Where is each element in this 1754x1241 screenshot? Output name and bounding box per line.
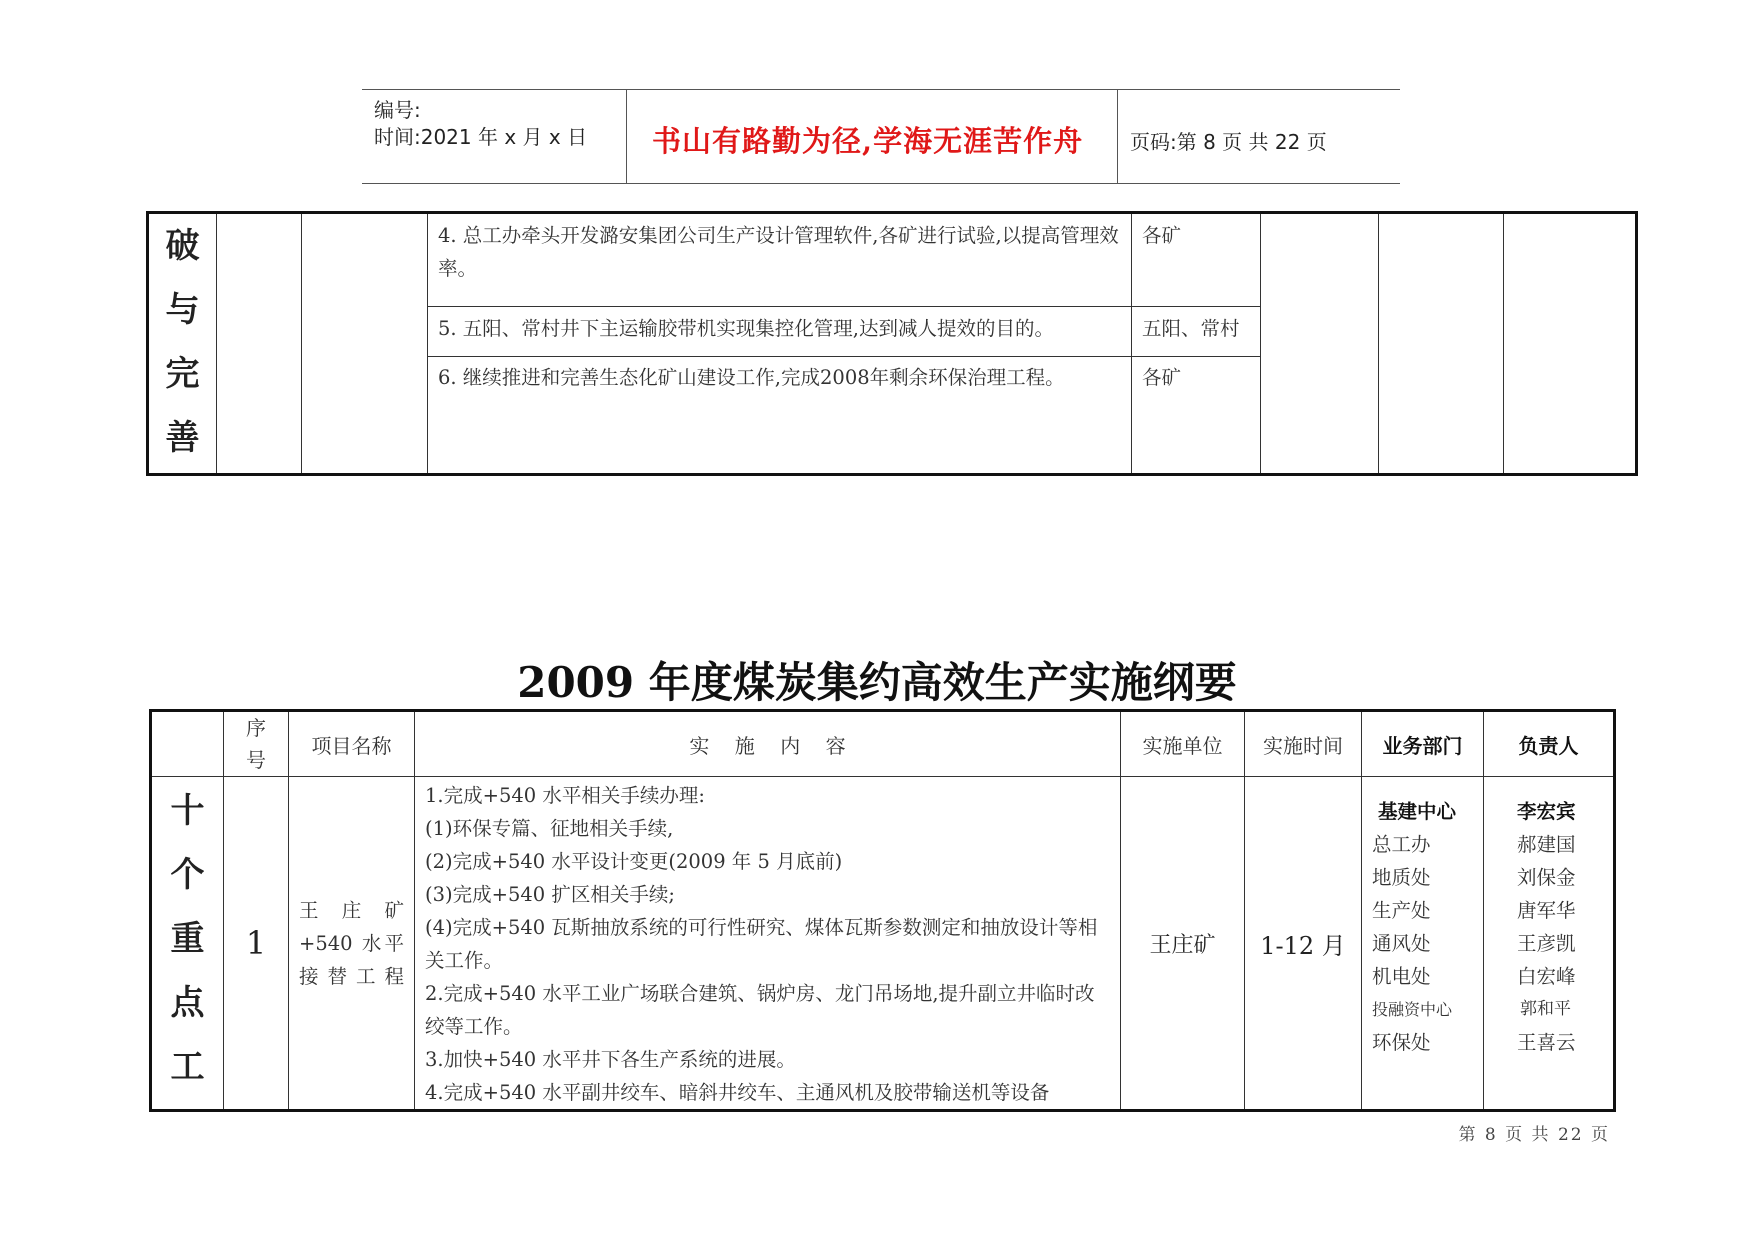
dept-item: 投融资中心 <box>1372 1000 1453 1019</box>
dept-item: 总工办 <box>1372 833 1431 856</box>
table-row-content: 4. 总工办牵头开发潞安集团公司生产设计管理软件,各矿进行试验,以提高管理效率。 <box>428 213 1132 307</box>
dept-item: 环保处 <box>1372 1031 1431 1054</box>
section-char: 善 <box>165 418 200 458</box>
section-char: 破 <box>165 226 200 266</box>
empty-cell <box>1379 213 1504 475</box>
owner-item: 李宏宾 <box>1517 800 1576 823</box>
dept-item: 地质处 <box>1372 866 1431 889</box>
plan-table <box>149 709 1616 1112</box>
row-seq: 1 <box>224 777 289 1111</box>
dept-item: 生产处 <box>1372 899 1431 922</box>
header-time: 实施时间 <box>1245 711 1362 777</box>
empty-cell <box>217 213 302 475</box>
owner-item: 郝建国 <box>1517 833 1576 856</box>
dept-item: 通风处 <box>1372 932 1431 955</box>
section-cell <box>151 777 224 1111</box>
content-line: 3.加快+540 水平井下各生产系统的进展。 <box>425 1048 796 1071</box>
dept-item: 基建中心 <box>1378 800 1457 823</box>
owner-item: 王喜云 <box>1517 1031 1576 1054</box>
header-empty <box>151 711 224 777</box>
empty-cell <box>302 213 428 475</box>
time-label: 时间:2021 年 x 月 x 日 <box>374 125 588 149</box>
page-title: 2009 年度煤炭集约高效生产实施纲要 <box>517 658 1237 707</box>
section-cell <box>148 213 217 475</box>
row-project: 王庄矿+540 水平接替工程 <box>289 777 415 1111</box>
motto: 书山有路勤为径,学海无涯苦作舟 <box>652 124 1084 158</box>
section-char: 个 <box>170 855 205 895</box>
header-project: 项目名称 <box>289 711 415 777</box>
table-row-unit: 五阳、常村 <box>1132 307 1261 357</box>
row-unit: 王庄矿 <box>1121 777 1245 1111</box>
owner-item: 白宏峰 <box>1517 965 1576 988</box>
table-row-content: 6. 继续推进和完善生态化矿山建设工作,完成2008年剩余环保治理工程。 <box>428 357 1132 475</box>
page-footer: 第 8 页 共 22 页 <box>1458 1125 1610 1145</box>
section-char: 点 <box>170 983 205 1023</box>
serial-label: 编号: <box>374 98 421 122</box>
header-top-rule <box>362 89 1400 90</box>
header-seq-text: 序号 <box>246 716 266 772</box>
owner-item: 王彦凯 <box>1517 932 1576 955</box>
content-line: (4)完成+540 瓦斯抽放系统的可行性研究、煤体瓦斯参数测定和抽放设计等相关工作。 <box>425 916 1098 972</box>
owner-item: 郭和平 <box>1520 999 1571 1019</box>
header-content: 实 施 内 容 <box>415 711 1121 777</box>
header-dept: 业务部门 <box>1362 711 1484 777</box>
table-row-unit: 各矿 <box>1132 357 1261 475</box>
row-content <box>415 777 1121 1111</box>
row-time: 1-12 月 <box>1245 777 1362 1111</box>
header-owner: 负责人 <box>1484 711 1615 777</box>
section-char: 与 <box>165 290 200 330</box>
header-divider-1 <box>626 89 627 184</box>
content-line: (2)完成+540 水平设计变更(2009 年 5 月底前) <box>425 850 843 873</box>
content-line: (3)完成+540 扩区相关手续; <box>425 883 675 906</box>
continuation-table <box>146 211 1638 476</box>
row-owners <box>1484 777 1615 1111</box>
owner-item: 刘保金 <box>1517 866 1576 889</box>
content-line: 1.完成+540 水平相关手续办理: <box>425 784 705 807</box>
header-seq <box>224 711 289 777</box>
header-bottom-rule <box>362 183 1400 184</box>
page-info: 页码:第 8 页 共 22 页 <box>1130 130 1327 154</box>
table-row-content: 5. 五阳、常村井下主运输胶带机实现集控化管理,达到减人提效的目的。 <box>428 307 1132 357</box>
section-char: 完 <box>165 354 200 394</box>
table-row-unit: 各矿 <box>1132 213 1261 307</box>
header-divider-2 <box>1117 89 1118 184</box>
section-char: 重 <box>170 919 205 959</box>
section-char: 工 <box>170 1047 205 1087</box>
empty-cell <box>1261 213 1379 475</box>
header-unit: 实施单位 <box>1121 711 1245 777</box>
content-line: 4.完成+540 水平副井绞车、暗斜井绞车、主通风机及胶带输送机等设备 <box>425 1081 1050 1104</box>
section-char: 十 <box>170 791 205 831</box>
content-line: 2.完成+540 水平工业广场联合建筑、锅炉房、龙门吊场地,提升副立井临时改绞等工作。 <box>425 982 1095 1038</box>
row-depts <box>1362 777 1484 1111</box>
content-line: (1)环保专篇、征地相关手续, <box>425 817 674 840</box>
dept-item: 机电处 <box>1372 965 1431 988</box>
empty-cell <box>1504 213 1637 475</box>
owner-item: 唐军华 <box>1517 899 1576 922</box>
